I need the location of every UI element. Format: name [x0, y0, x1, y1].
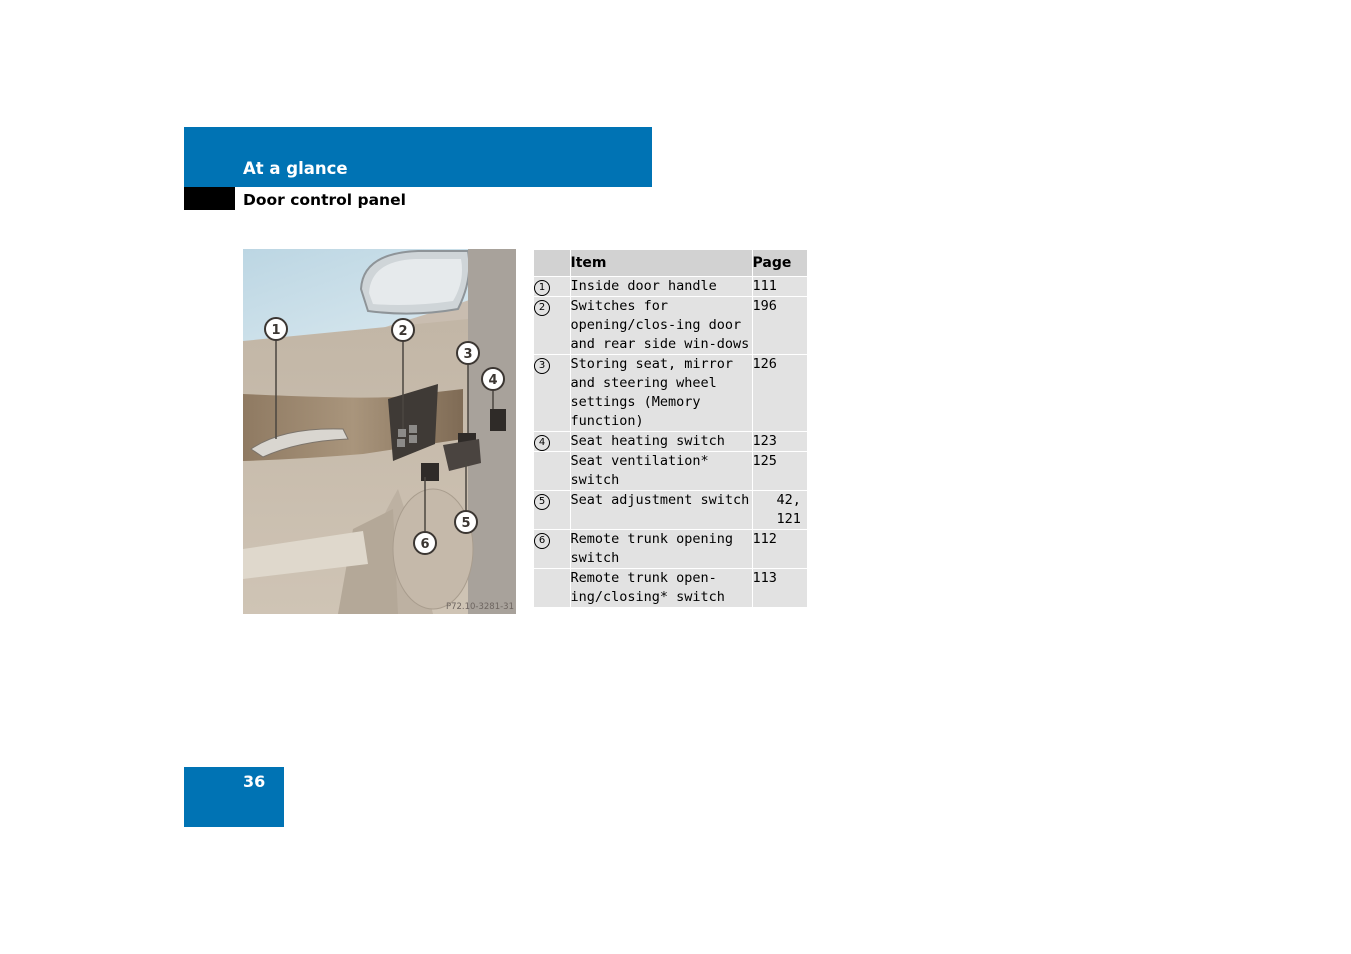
- table-row: [534, 297, 807, 355]
- item-page: 125: [752, 452, 807, 491]
- item-page: 126: [752, 355, 807, 432]
- item-description: Inside door handle: [570, 277, 752, 297]
- callout-4: 4: [488, 373, 498, 388]
- item-description: Storing seat, mirror and steering wheel settings (Memory function): [570, 355, 752, 432]
- item-description: Remote trunk opening switch: [570, 530, 752, 569]
- table-row: [534, 530, 807, 569]
- item-description: Remote trunk open-ing/closing* switch: [570, 569, 752, 608]
- table-row: [534, 355, 807, 432]
- item-description: Seat adjustment switch: [570, 491, 752, 530]
- section-title: At a glance: [243, 159, 348, 178]
- item-number: 4: [534, 435, 550, 451]
- callout-1: 1: [271, 323, 281, 338]
- item-description: Switches for opening/clos-ing door and rear side win-dows: [570, 297, 752, 355]
- table-row: [534, 569, 807, 608]
- door-panel-figure: [243, 249, 516, 614]
- item-page: 112: [752, 530, 807, 569]
- item-number: 5: [534, 494, 550, 510]
- table-row: [534, 277, 807, 297]
- door-panel-illustration: [243, 249, 516, 614]
- item-number: 2: [534, 300, 550, 316]
- header-item: Item: [570, 250, 752, 277]
- header-num: [534, 250, 570, 277]
- item-number: 3: [534, 358, 550, 374]
- callout-6: 6: [420, 537, 430, 552]
- section-header-bar: [184, 127, 652, 187]
- section-marker: [184, 187, 235, 210]
- table-header-row: [534, 250, 807, 277]
- item-description: Seat ventilation* switch: [570, 452, 752, 491]
- table-row: [534, 432, 807, 452]
- item-page: 196: [752, 297, 807, 355]
- item-page: 111: [752, 277, 807, 297]
- header-page: Page: [752, 250, 807, 277]
- page-subheading: Door control panel: [243, 191, 406, 209]
- figure-code: P72.10-3281-31: [445, 602, 514, 612]
- callout-3: 3: [463, 347, 473, 362]
- item-reference-table: [534, 250, 807, 607]
- page-number: 36: [243, 772, 266, 791]
- table-row: [534, 452, 807, 491]
- item-page: 113: [752, 569, 807, 608]
- table-row: [534, 491, 807, 530]
- item-number: 6: [534, 533, 550, 549]
- item-page: 42, 121: [752, 491, 807, 530]
- callout-5: 5: [461, 516, 471, 531]
- item-number: 1: [534, 280, 550, 296]
- item-description: Seat heating switch: [570, 432, 752, 452]
- item-page: 123: [752, 432, 807, 452]
- callout-2: 2: [398, 324, 408, 339]
- page-number-box: [184, 767, 284, 827]
